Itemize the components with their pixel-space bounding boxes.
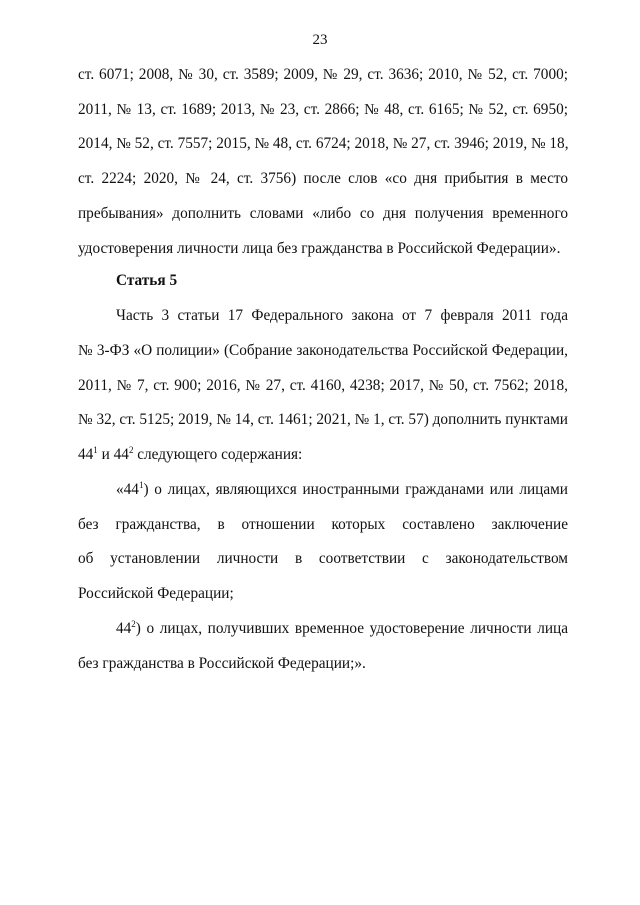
- points-sup-a: 1: [93, 445, 98, 455]
- article-line-3: 2011, № 7, ст. 900; 2016, № 27, ст. 4160, 4238; 2017, № 50, ст. 7562; 2018,: [78, 377, 568, 394]
- points-num-a: 44: [78, 446, 94, 463]
- article-heading: Статья 5: [116, 272, 178, 289]
- intro-line-2: 2011, № 13, ст. 1689; 2013, № 23, ст. 2866; № 48, ст. 6165; № 52, ст. 6950;: [78, 101, 568, 118]
- item1-first-rest: ) о лицах, являющихся иностранными гражданами или лицами: [143, 481, 568, 498]
- intro-line-3: 2014, № 52, ст. 7557; 2015, № 48, ст. 6724; 2018, № 27, ст. 3946; 2019, № 18,: [78, 135, 569, 152]
- article-line-4: № 32, ст. 5125; 2019, № 14, ст. 1461; 2021, № 1, ст. 57) дополнить пунктами: [78, 411, 568, 428]
- intro-line-5: пребывания» дополнить словами «либо со дня получения временного: [78, 205, 568, 222]
- item2-sup: 2: [131, 619, 136, 629]
- article-line-2: № 3-ФЗ «О полиции» (Собрание законодательства Российской Федерации,: [78, 342, 568, 359]
- item1-line-4: Российской Федерации;: [78, 585, 234, 602]
- article-line-1: Часть 3 статьи 17 Федерального закона от 7 февраля 2011 года: [116, 307, 568, 324]
- points-line: [78, 446, 568, 464]
- page-number: 23: [312, 32, 328, 48]
- item2-line-1: [116, 620, 568, 638]
- item1-line-3: об установлении личности в соответствии с законодательством: [78, 550, 568, 567]
- points-rest: следующего содержания:: [133, 446, 303, 463]
- intro-line-4: ст. 2224; 2020, № 24, ст. 3756) после слов «со дня прибытия в место: [78, 170, 568, 187]
- item1-line-2: без гражданства, в отношении которых составлено заключение: [78, 516, 568, 533]
- item1-line-1: [116, 481, 568, 499]
- item2-first-rest: ) о лицах, получивших временное удостоверение личности лица: [135, 620, 568, 637]
- intro-line-1: ст. 6071; 2008, № 30, ст. 3589; 2009, № 29, ст. 3636; 2010, № 52, ст. 7000;: [78, 66, 568, 83]
- intro-line-6: удостоверения личности лица без гражданства в Российской Федерации».: [78, 240, 561, 257]
- item2-prefix: 44: [116, 620, 132, 637]
- points-sup-b: 2: [128, 445, 134, 455]
- points-num-b: 44: [113, 446, 129, 463]
- item1-prefix: «44: [116, 481, 139, 498]
- item1-sup: 1: [138, 480, 144, 490]
- points-conj: и: [97, 446, 114, 463]
- item2-line-2: без гражданства в Российской Федерации;».: [78, 655, 366, 672]
